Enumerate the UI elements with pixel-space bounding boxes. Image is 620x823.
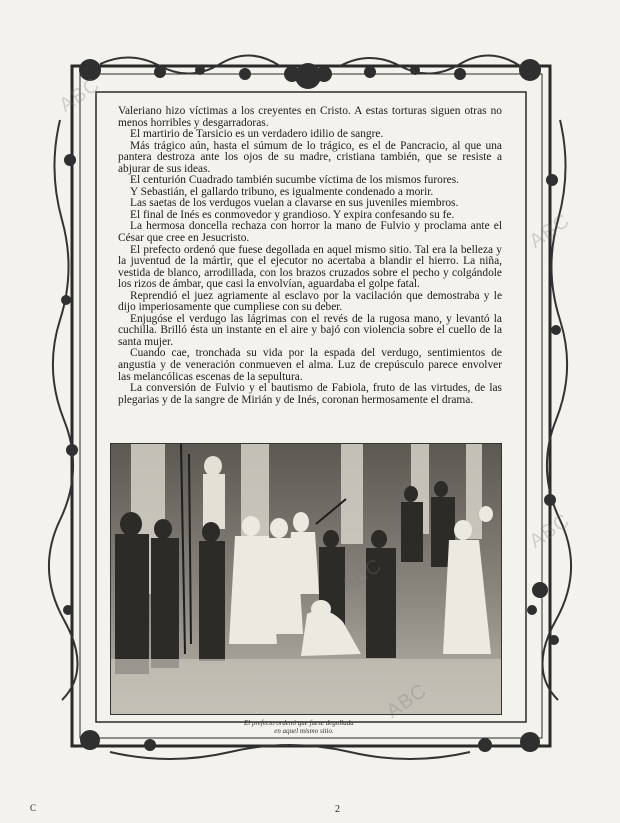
caption-line: en aquel mismo sitio. bbox=[274, 727, 334, 735]
paragraph: El prefecto ordenó que fuese degollada en aquel mismo sitio. Tal era la belleza y la juventud de la mártir, que el ejecutor no acertaba a blandir el hierro. La niña, vestida de blanco, arrodillada, con los brazos cruzados sobre el pecho y colgándole los rizos de ámbar, que casi la envolvían, aguardaba el golpe fatal. bbox=[118, 243, 502, 291]
paragraph: Valeriano hizo víctimas a los creyentes en Cristo. A estas torturas siguen otras no menos horribles y desgarradoras. bbox=[118, 105, 502, 129]
watermark: ABC bbox=[337, 554, 387, 598]
footer-letter: C bbox=[30, 803, 37, 813]
paragraph: El final de Inés es conmovedor y grandioso. Y expira confesando su fe. bbox=[130, 208, 455, 221]
page-number: 2 bbox=[335, 804, 340, 815]
watermark: ABC bbox=[525, 209, 575, 253]
watermark: ABC bbox=[55, 73, 105, 117]
watermark: ABC bbox=[525, 509, 575, 553]
paragraph: Y Sebastián, el gallardo tribuno, es igualmente condenado a morir. bbox=[130, 185, 434, 198]
paragraph: La hermosa doncella rechaza con horror la mano de Fulvio y proclama ante el César que cree en Jesucristo. bbox=[118, 220, 502, 245]
paragraph: Las saetas de los verdugos vuelan a clavarse en sus juveniles miembros. bbox=[130, 197, 459, 210]
paragraph: Más trágico aún, hasta el súmum de lo trágico, es el de Pancracio, al que una pantera destroza ante los ojos de su madre, cristiana también, que se resiste a abjurar de sus ideas. bbox=[118, 139, 502, 175]
photo-caption bbox=[244, 719, 364, 735]
paragraph: El martirio de Tarsicio es un verdadero idilio de sangre. bbox=[130, 128, 384, 141]
paragraph: La conversión de Fulvio y el bautismo de Fabiola, fruto de las virtudes, de las plegarias y de la sangre de Mirián y de Inés, coronan hermosamente el drama. bbox=[118, 382, 502, 406]
caption-line: El prefecto ordenó que fuese degollada bbox=[244, 719, 354, 727]
paragraph: El centurión Cuadrado también sucumbe víctima de los mismos furores. bbox=[130, 174, 459, 187]
article-body bbox=[118, 106, 502, 406]
scene-photograph bbox=[110, 443, 502, 715]
paragraph: Cuando cae, tronchada su vida por la espada del verdugo, sentimientos de angustia y de veneración conmueven el alma. Luz de crepúsculo parece envolver las melancólicas escenas de la sepultura. bbox=[118, 347, 502, 383]
paragraph: Enjugóse el verdugo las lágrimas con el revés de la rugosa mano, y levantó la cuchilla. Brilló ésta un instante en el aire y bajó con violencia sobre el cuello de la santa mujer. bbox=[118, 312, 502, 348]
watermark: ABC bbox=[382, 679, 432, 723]
paragraph: Reprendió el juez agriamente al esclavo por la vacilación que demostraba y le dijo imperiosamente que cumpliese con su deber. bbox=[118, 289, 502, 314]
photo-illustration bbox=[111, 444, 501, 714]
